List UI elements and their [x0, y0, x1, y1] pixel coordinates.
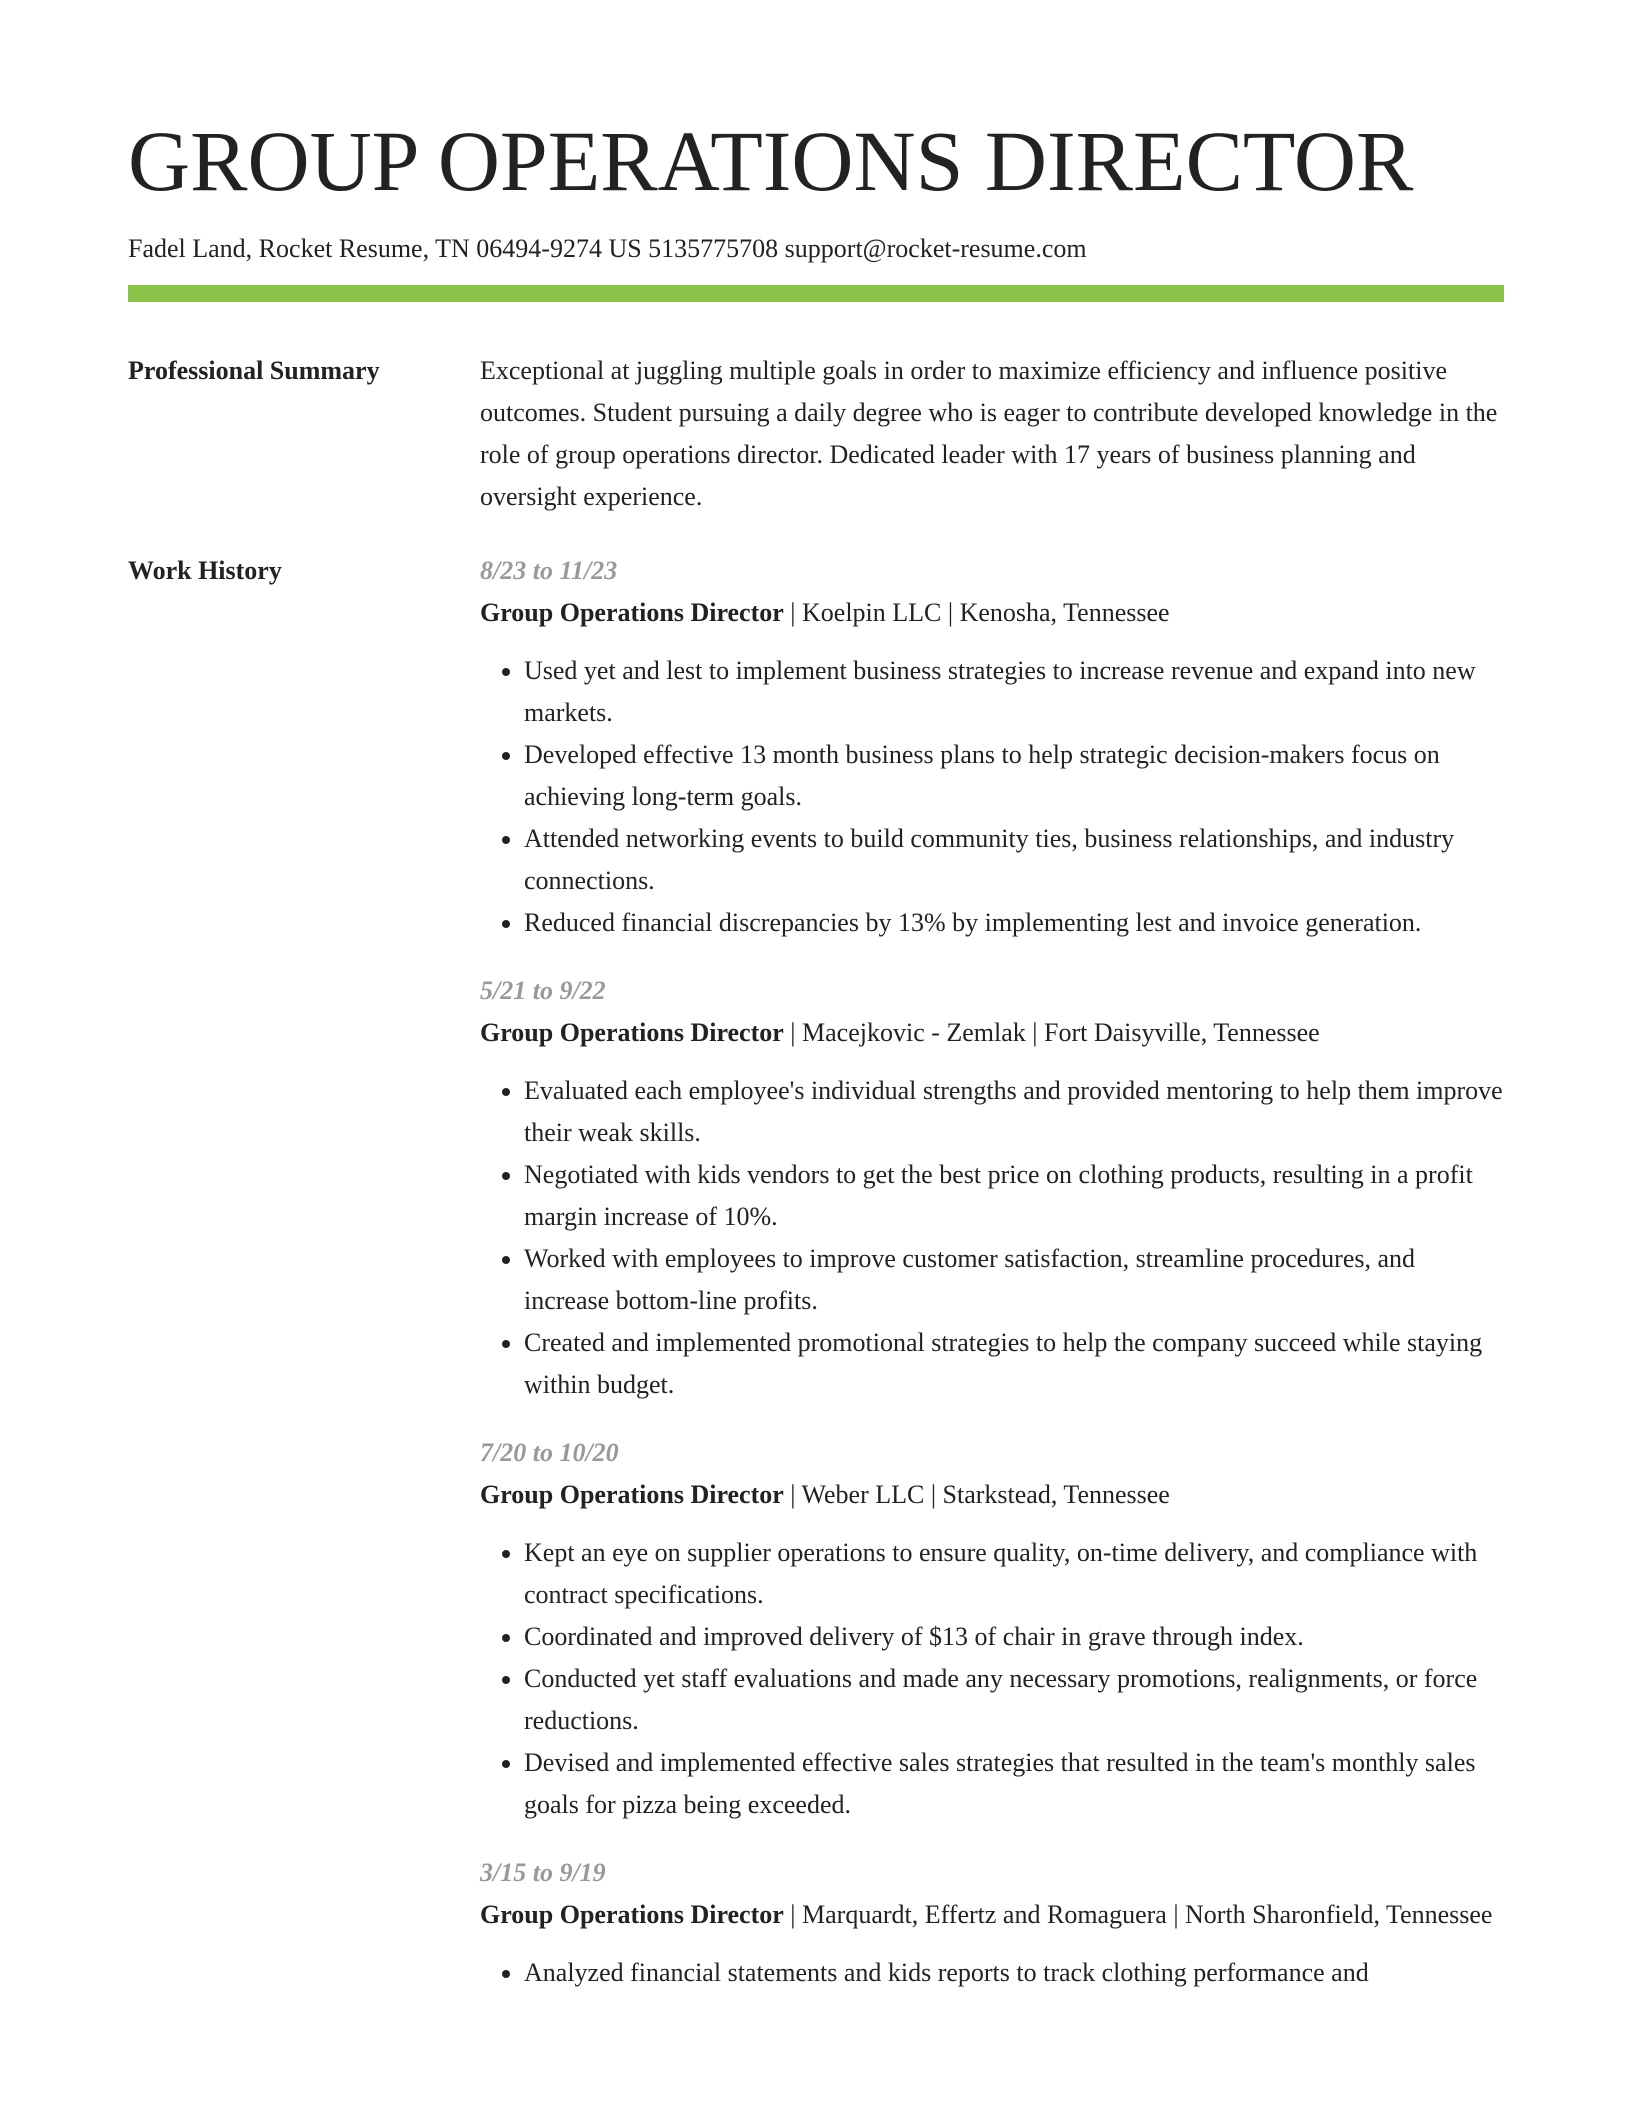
job-bullet: • Created and implemented promotional strategies to help the company succeed while staying within budget. [524, 1322, 1504, 1406]
job-details: | Marquardt, Effertz and Romaguera | North Sharonfield, Tennessee [783, 1900, 1493, 1929]
job-bullet: • Analyzed financial statements and kids reports to track clothing performance and [524, 1952, 1504, 1994]
summary-body [480, 350, 1504, 518]
job-entry [480, 1432, 1504, 1826]
job-bullet: • Kept an eye on supplier operations to ensure quality, on-time delivery, and compliance with contract specifications. [524, 1532, 1504, 1616]
job-bullet: • Negotiated with kids vendors to get the best price on clothing products, resulting in a profit margin increase of 10%. [524, 1154, 1504, 1238]
job-bullets [480, 650, 1504, 944]
job-title: Group Operations Director [480, 1900, 784, 1929]
job-dates: 7/20 to 10/20 [480, 1438, 619, 1467]
job-bullets [480, 1952, 1504, 1994]
job-bullet: • Worked with employees to improve customer satisfaction, streamline procedures, and increase bottom-line profits. [524, 1238, 1504, 1322]
job-details: | Weber LLC | Starkstead, Tennessee [783, 1480, 1170, 1509]
job-title: Group Operations Director [480, 1018, 784, 1047]
job-entry [480, 970, 1504, 1406]
job-bullet: • Reduced financial discrepancies by 13% by implementing lest and invoice generation. [524, 902, 1504, 944]
job-bullet: • Devised and implemented effective sales strategies that resulted in the team's monthly sales goals for pizza being exceeded. [524, 1742, 1504, 1826]
job-dates: 5/21 to 9/22 [480, 976, 606, 1005]
job-title: Group Operations Director [480, 1480, 784, 1509]
job-entry [480, 1852, 1504, 1994]
job-heading [480, 1474, 1504, 1516]
accent-divider [128, 285, 1504, 302]
job-heading [480, 1894, 1504, 1936]
job-bullet: • Conducted yet staff evaluations and made any necessary promotions, realignments, or force reductions. [524, 1658, 1504, 1742]
summary-text: Exceptional at juggling multiple goals in order to maximize efficiency and influence positive outcomes. Student pursuing a daily degree who is eager to contribute developed knowledge in the role of group operations director. Dedicated leader with 17 years of business planning and oversight experience. [480, 356, 1498, 511]
job-title: Group Operations Director [480, 598, 784, 627]
job-bullet: • Developed effective 13 month business plans to help strategic decision-makers focus on achieving long-term goals. [524, 734, 1504, 818]
contact-info: Fadel Land, Rocket Resume, TN 06494-9274 US 5135775708 support@rocket-resume.com [128, 234, 1087, 263]
resume-title: GROUP OPERATIONS DIRECTOR [128, 113, 1414, 209]
job-bullet: • Used yet and lest to implement business strategies to increase revenue and expand into new markets. [524, 650, 1504, 734]
job-dates: 3/15 to 9/19 [480, 1858, 606, 1887]
job-details: | Macejkovic - Zemlak | Fort Daisyville, Tennessee [783, 1018, 1320, 1047]
job-heading [480, 1012, 1504, 1054]
job-bullets [480, 1532, 1504, 1826]
work-history-heading: Work History [128, 556, 282, 585]
job-details: | Koelpin LLC | Kenosha, Tennessee [783, 598, 1170, 627]
job-bullets [480, 1070, 1504, 1406]
summary-heading: Professional Summary [128, 356, 380, 385]
job-dates: 8/23 to 11/23 [480, 556, 618, 585]
job-bullet: • Evaluated each employee's individual strengths and provided mentoring to help them improve their weak skills. [524, 1070, 1504, 1154]
work-history-body [480, 550, 1504, 2020]
job-bullet: • Coordinated and improved delivery of $13 of chair in grave through index. [524, 1616, 1504, 1658]
job-bullet: • Attended networking events to build community ties, business relationships, and industry connections. [524, 818, 1504, 902]
job-entry [480, 550, 1504, 944]
job-heading [480, 592, 1504, 634]
